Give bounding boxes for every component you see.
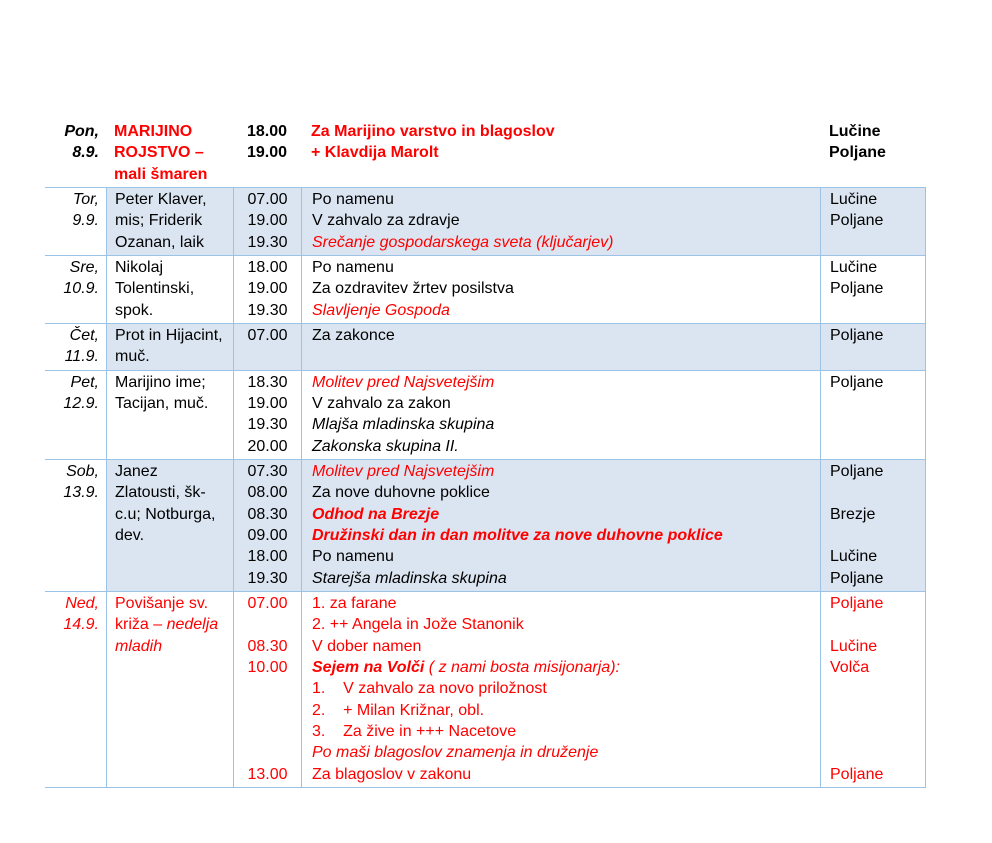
saint-label <box>115 210 233 231</box>
mass-time <box>234 300 301 321</box>
sob-13-9-saint-cell <box>106 460 233 591</box>
mass-time <box>234 325 301 346</box>
mass-time <box>234 210 301 231</box>
day-label <box>45 210 99 231</box>
mass-location <box>830 325 925 346</box>
mass-time <box>234 700 301 721</box>
saint-label-text: spok. <box>115 301 154 319</box>
mass-location <box>830 593 925 614</box>
day-label-text: Čet, <box>69 326 99 344</box>
mass-time-text: 07.00 <box>247 326 288 344</box>
mass-time-text <box>265 616 269 633</box>
mass-location-text <box>830 702 834 719</box>
day-label-text: Pon, <box>64 123 99 140</box>
mass-location <box>830 525 925 546</box>
saint-label <box>115 593 233 614</box>
mass-location <box>830 721 925 742</box>
day-label-text: 10.9. <box>63 280 99 298</box>
mass-time-text <box>265 680 269 697</box>
saint-label-text: mladih <box>115 637 163 655</box>
mass-intention-text: V zahvalo za zakon <box>312 394 451 412</box>
saint-label <box>115 482 233 503</box>
mass-intention <box>312 764 820 785</box>
mass-location-text: Poljane <box>830 373 884 391</box>
saint-label <box>115 372 233 393</box>
mass-time-text: 07.00 <box>247 594 288 612</box>
pet-12-9-day-cell <box>45 371 106 459</box>
mass-location-text: Poljane <box>830 569 884 587</box>
mass-intention-text: Mlajša mladinska skupina <box>312 416 495 434</box>
pet-12-9-saint-cell <box>106 371 233 459</box>
mass-time <box>234 372 301 393</box>
mass-intention-text: Molitev pred Najsvetejšim <box>312 373 495 391</box>
mass-time-text <box>265 744 269 761</box>
mass-time-text <box>265 702 269 719</box>
saint-label <box>115 257 233 278</box>
mass-time <box>234 461 301 482</box>
mass-intention <box>312 657 820 678</box>
mass-intention <box>312 721 820 742</box>
saint-label-text: Prot in Hijacint, <box>115 326 223 344</box>
mass-location-text: Poljane <box>830 212 884 230</box>
mass-location <box>830 257 925 278</box>
day-label <box>45 482 99 503</box>
day-label-text: 14.9. <box>63 616 99 634</box>
cet-11-9-intent-cell <box>301 324 820 370</box>
mass-location-text <box>830 744 834 761</box>
mass-location-text: Lučine <box>829 123 881 140</box>
mass-location-text: Lučine <box>830 258 878 276</box>
mass-time <box>234 678 301 699</box>
mass-time-text: 20.00 <box>247 437 288 455</box>
mass-intention <box>312 393 820 414</box>
mass-location <box>829 121 926 142</box>
mass-intention <box>312 436 820 457</box>
mass-intention-text: Po namenu <box>312 548 394 566</box>
mass-location <box>830 568 925 589</box>
mass-intention-text: Za Marijino varstvo in blagoslov <box>311 123 555 140</box>
mass-location-text: Poljane <box>830 326 884 344</box>
mass-intention-text: Za nove duhovne poklice <box>312 484 490 502</box>
mass-intention <box>312 614 820 635</box>
pon-8-9-intent-cell <box>301 120 820 187</box>
mass-time-text: 19.00 <box>247 280 288 298</box>
day-label <box>45 325 99 346</box>
saint-label-text: muč. <box>115 348 150 366</box>
mass-location <box>830 482 925 503</box>
schedule-row-tor-9-9 <box>45 187 926 255</box>
ned-14-9-intent-cell <box>301 592 820 787</box>
sob-13-9-loc-cell <box>820 460 926 591</box>
mass-location-text: Lučine <box>830 637 878 655</box>
day-label <box>45 142 99 163</box>
mass-location <box>830 678 925 699</box>
mass-location <box>830 764 925 785</box>
sre-10-9-time-cell <box>233 256 301 323</box>
mass-intention-text: ( z nami bosta misijonarja): <box>428 658 620 676</box>
mass-time-text: 19.00 <box>247 394 288 412</box>
day-label <box>45 393 99 414</box>
tor-9-9-saint-cell <box>106 188 233 255</box>
ned-14-9-time-cell <box>233 592 301 787</box>
ned-14-9-saint-cell <box>106 592 233 787</box>
cet-11-9-saint-cell <box>106 324 233 370</box>
mass-location <box>830 461 925 482</box>
day-label-text: Tor, <box>72 190 99 208</box>
mass-intention <box>312 210 820 231</box>
saint-label-text: mis; Friderik <box>115 212 203 230</box>
saint-label <box>115 189 233 210</box>
mass-location-text: Lučine <box>830 190 878 208</box>
pon-8-9-day-cell <box>45 120 106 187</box>
saint-label-text: Zlatousti, šk- <box>115 484 206 502</box>
saint-label-text: Marijino ime; <box>115 373 206 391</box>
mass-location <box>830 700 925 721</box>
saint-label-text: Ozanan, laik <box>115 233 204 251</box>
pon-8-9-loc-cell <box>820 120 926 187</box>
mass-time-text: 19.30 <box>247 301 288 319</box>
mass-intention-text: Za ozdravitev žrtev posilstva <box>312 280 514 298</box>
mass-location <box>830 546 925 567</box>
saint-label-text: c.u; Notburga, <box>115 505 216 523</box>
mass-intention <box>312 278 820 299</box>
mass-intention-text: Molitev pred Najsvetejšim <box>312 462 495 480</box>
day-label-text: 11.9. <box>64 348 99 366</box>
mass-location-text: Poljane <box>830 594 884 612</box>
mass-time-text: 18.30 <box>247 373 288 391</box>
mass-time-text: 19.30 <box>247 416 288 434</box>
ned-14-9-day-cell <box>45 592 106 787</box>
day-label-text: Sob, <box>66 462 99 480</box>
mass-time <box>234 232 301 253</box>
mass-intention-text: 1. V zahvalo za novo priložnost <box>312 680 547 698</box>
mass-time-text: 08.30 <box>247 637 288 655</box>
mass-time <box>234 614 301 635</box>
mass-intention-text: Odhod na Brezje <box>312 505 440 523</box>
mass-time-text: 08.00 <box>247 484 288 502</box>
mass-time <box>234 721 301 742</box>
tor-9-9-time-cell <box>233 188 301 255</box>
mass-location-text: Poljane <box>830 280 884 298</box>
mass-intention <box>311 142 820 163</box>
saint-label <box>115 232 233 253</box>
mass-location-text: Volča <box>830 658 870 676</box>
mass-intention <box>312 525 820 546</box>
saint-label-text: Tolentinski, <box>115 280 195 298</box>
mass-location <box>830 614 925 635</box>
saint-label <box>115 325 233 346</box>
day-label-text: Sre, <box>69 258 99 276</box>
day-label <box>45 278 99 299</box>
cet-11-9-time-cell <box>233 324 301 370</box>
mass-intention <box>312 325 820 346</box>
mass-intention-text: Slavljenje Gospoda <box>312 301 450 319</box>
saint-label <box>114 142 233 163</box>
mass-time-text: 19.30 <box>247 233 288 251</box>
mass-time <box>234 414 301 435</box>
mass-location <box>830 657 925 678</box>
mass-time <box>234 525 301 546</box>
mass-time-text <box>265 723 269 740</box>
schedule-header-row-host <box>45 120 926 187</box>
mass-location <box>830 210 925 231</box>
mass-time <box>234 764 301 785</box>
mass-intention <box>312 593 820 614</box>
mass-location-text: Poljane <box>830 462 884 480</box>
mass-location <box>830 278 925 299</box>
mass-location-text: Poljane <box>830 765 884 783</box>
saint-label <box>115 393 233 414</box>
mass-intention-text: Po maši blagoslov znamenja in druženje <box>312 744 599 762</box>
saint-label <box>115 525 233 546</box>
day-label <box>45 189 99 210</box>
mass-location-text <box>830 723 834 740</box>
mass-intention <box>312 414 820 435</box>
day-label-text: 13.9. <box>63 484 99 502</box>
pon-8-9-time-cell <box>233 120 301 187</box>
mass-intention <box>312 300 820 321</box>
mass-location <box>830 504 925 525</box>
schedule-row-pon-8-9 <box>45 120 926 187</box>
ned-14-9-loc-cell <box>820 592 926 787</box>
mass-time-text: 09.00 <box>247 526 288 544</box>
saint-label-text: nedelja <box>166 616 219 634</box>
saint-label <box>115 461 233 482</box>
sob-13-9-time-cell <box>233 460 301 591</box>
mass-intention <box>311 121 820 142</box>
mass-time <box>233 121 301 142</box>
mass-intention-text: Za zakonce <box>312 326 395 344</box>
mass-intention-text: V dober namen <box>312 637 422 655</box>
mass-time <box>234 436 301 457</box>
mass-intention <box>312 678 820 699</box>
mass-intention-text: Po namenu <box>312 190 394 208</box>
mass-location <box>830 742 925 763</box>
saint-label-text: Tacijan, muč. <box>115 394 209 412</box>
mass-time <box>234 278 301 299</box>
mass-intention <box>312 546 820 567</box>
saint-label <box>115 346 233 367</box>
mass-location <box>830 636 925 657</box>
tor-9-9-loc-cell <box>820 188 926 255</box>
mass-time <box>234 189 301 210</box>
mass-intention-text: 2. ++ Angela in Jože Stanonik <box>312 616 524 634</box>
saint-label-text: Peter Klaver, <box>115 190 207 208</box>
mass-intention <box>312 482 820 503</box>
mass-intention <box>312 504 820 525</box>
mass-time <box>233 142 301 163</box>
mass-intention-text: 3. Za žive in +++ Nacetove <box>312 722 517 740</box>
saint-label-text: Janez <box>115 462 158 480</box>
mass-location <box>830 189 925 210</box>
mass-schedule <box>45 120 926 788</box>
saint-label-text: mali šmaren <box>114 165 208 183</box>
mass-intention-text: Srečanje gospodarskega sveta (ključarjev) <box>312 233 614 251</box>
pet-12-9-loc-cell <box>820 371 926 459</box>
mass-location-text <box>830 616 834 633</box>
mass-intention <box>312 742 820 763</box>
saint-label-text: križa – <box>115 616 167 634</box>
mass-location-text: Brezje <box>830 505 876 523</box>
mass-time <box>234 742 301 763</box>
mass-intention <box>312 700 820 721</box>
mass-intention <box>312 232 820 253</box>
mass-location-text <box>830 527 834 544</box>
saint-label <box>115 636 233 657</box>
mass-location-text: Poljane <box>829 144 886 162</box>
mass-intention-text: 2. + Milan Križnar, obl. <box>312 701 485 719</box>
cet-11-9-loc-cell <box>820 324 926 370</box>
mass-intention-text: Sejem na Volči <box>312 658 429 676</box>
mass-time-text: 18.00 <box>246 123 288 140</box>
pet-12-9-time-cell <box>233 371 301 459</box>
mass-time-text: 19.00 <box>246 144 288 162</box>
day-label-text: Ned, <box>65 594 99 612</box>
mass-intention <box>312 372 820 393</box>
day-label <box>45 461 99 482</box>
mass-intention-text: Po namenu <box>312 258 394 276</box>
mass-intention <box>312 461 820 482</box>
sre-10-9-loc-cell <box>820 256 926 323</box>
mass-intention <box>312 257 820 278</box>
mass-intention-text: V zahvalo za zdravje <box>312 212 460 230</box>
mass-time <box>234 504 301 525</box>
day-label <box>45 372 99 393</box>
mass-time-text: 07.00 <box>247 190 288 208</box>
mass-time-text: 19.30 <box>247 569 288 587</box>
day-label-text: 8.9. <box>72 144 99 162</box>
mass-time <box>234 393 301 414</box>
saint-label <box>115 278 233 299</box>
day-label <box>45 257 99 278</box>
mass-location-text <box>830 484 834 501</box>
mass-time-text: 07.30 <box>247 462 288 480</box>
mass-time <box>234 482 301 503</box>
day-label <box>45 593 99 614</box>
schedule-row-pet-12-9 <box>45 370 926 459</box>
mass-intention-text: Za blagoslov v zakonu <box>312 765 472 783</box>
pon-8-9-saint-cell <box>106 120 233 187</box>
schedule-row-cet-11-9 <box>45 323 926 370</box>
saint-label <box>114 164 233 185</box>
schedule-row-sob-13-9 <box>45 459 926 591</box>
day-label-text: 9.9. <box>72 212 99 230</box>
tor-9-9-intent-cell <box>301 188 820 255</box>
tor-9-9-day-cell <box>45 188 106 255</box>
mass-time <box>234 636 301 657</box>
mass-time <box>234 568 301 589</box>
mass-location-text: Lučine <box>830 548 878 566</box>
mass-location <box>829 142 926 163</box>
saint-label-text: Nikolaj <box>115 258 164 276</box>
mass-time-text: 08.30 <box>247 505 288 523</box>
day-label <box>45 346 99 367</box>
saint-label <box>115 504 233 525</box>
day-label-text: Pet, <box>70 373 99 391</box>
sre-10-9-day-cell <box>45 256 106 323</box>
mass-time-text: 18.00 <box>247 548 288 566</box>
mass-time-text: 10.00 <box>247 658 288 676</box>
mass-intention-text: Zakonska skupina II. <box>312 437 459 455</box>
mass-intention-text: + Klavdija Marolt <box>311 144 439 162</box>
pet-12-9-intent-cell <box>301 371 820 459</box>
day-label <box>45 121 99 142</box>
schedule-row-sre-10-9 <box>45 255 926 323</box>
mass-intention-text: 1. za farane <box>312 594 397 612</box>
saint-label-text: ROJSTVO – <box>114 144 204 162</box>
mass-intention <box>312 568 820 589</box>
saint-label-text: MARIJINO <box>114 123 193 140</box>
day-label <box>45 614 99 635</box>
saint-label-text: dev. <box>115 526 145 544</box>
day-label-text: 12.9. <box>63 394 99 412</box>
mass-intention-text: Družinski dan in dan molitve za nove duhovne poklice <box>312 526 723 544</box>
saint-label-text: Povišanje sv. <box>115 594 209 612</box>
mass-time <box>234 546 301 567</box>
mass-time-text: 18.00 <box>247 258 288 276</box>
mass-time <box>234 593 301 614</box>
mass-intention <box>312 636 820 657</box>
mass-intention-text: Starejša mladinska skupina <box>312 569 507 587</box>
mass-location-text <box>830 680 834 697</box>
mass-time <box>234 257 301 278</box>
schedule-row-ned-14-9 <box>45 591 926 788</box>
mass-time-text: 13.00 <box>247 765 288 783</box>
schedule-table <box>45 187 926 788</box>
mass-time <box>234 657 301 678</box>
mass-time-text: 19.00 <box>247 212 288 230</box>
cet-11-9-day-cell <box>45 324 106 370</box>
sob-13-9-intent-cell <box>301 460 820 591</box>
saint-label <box>114 121 233 142</box>
saint-label <box>115 300 233 321</box>
sob-13-9-day-cell <box>45 460 106 591</box>
sre-10-9-intent-cell <box>301 256 820 323</box>
sre-10-9-saint-cell <box>106 256 233 323</box>
saint-label <box>115 614 233 635</box>
mass-location <box>830 372 925 393</box>
mass-intention <box>312 189 820 210</box>
